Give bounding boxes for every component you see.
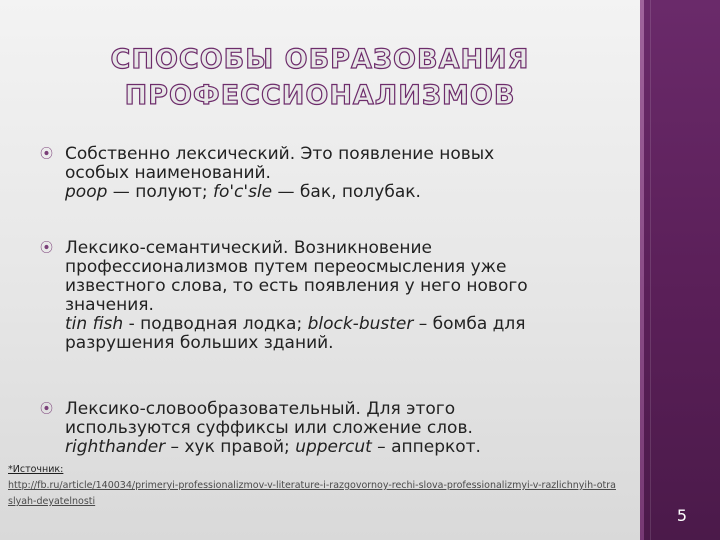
bullet-text — [65, 400, 605, 457]
source-link[interactable]: http://fb.ru/article/140034/primeryi-professionalizmov-v-literature-i-razgovornoy-rechi-slova-professionalizmyi-v-razlichnyih-otraslyah-deyatelnosti — [8, 480, 616, 507]
source-note — [8, 462, 618, 510]
title-line-2: ПРОФЕССИОНАЛИЗМОВ — [124, 80, 516, 111]
bullet-line: профессионализмов путем переосмысления уже — [65, 257, 507, 277]
bullet-line: Собственно лексический. Это появление новых — [65, 144, 495, 164]
bullet-example-line — [65, 438, 605, 457]
bullet-line: Лексико-словообразовательный. Для этого — [65, 399, 456, 419]
bullet-example-line — [65, 315, 605, 334]
radio-bullet-icon: ⦿ — [40, 402, 54, 417]
bullet-line: Лексико-семантический. Возникновение — [65, 238, 432, 258]
example-term: poop — [65, 182, 108, 202]
example-translation: - подводная лодка; — [123, 314, 308, 334]
bullet-line: известного слова, то есть появления у него нового — [65, 276, 528, 296]
radio-bullet-icon: ⦿ — [40, 147, 54, 162]
bullet-text — [65, 239, 605, 353]
example-translation: – бомба для — [413, 314, 526, 334]
example-term: fo'c'sle — [213, 182, 273, 202]
example-translation: — полуют; — [107, 182, 213, 202]
radio-bullet-icon: ⦿ — [40, 241, 54, 256]
page-number: 5 — [676, 506, 688, 525]
example-term: tin fish — [65, 314, 124, 334]
example-translation: – апперкот. — [371, 437, 481, 457]
bullet-line: используются суффиксы или сложение слов. — [65, 418, 473, 438]
example-translation: — бак, полубак. — [272, 182, 421, 202]
example-translation: – хук правой; — [165, 437, 296, 457]
title-line-1: СПОСОБЫ ОБРАЗОВАНИЯ — [110, 44, 530, 75]
side-accent-band — [640, 0, 720, 540]
bullet-example-line — [65, 183, 605, 202]
source-label: *Источник: — [8, 464, 64, 475]
example-term: uppercut — [295, 437, 372, 457]
example-term: righthander — [65, 437, 166, 457]
bullet-line: значения. — [65, 295, 154, 315]
slide-title — [110, 42, 530, 114]
bullet-line: особых наименований. — [65, 163, 271, 183]
example-term: block-buster — [307, 314, 414, 334]
bullet-line: разрушения больших зданий. — [65, 333, 334, 353]
bullet-text — [65, 145, 605, 202]
